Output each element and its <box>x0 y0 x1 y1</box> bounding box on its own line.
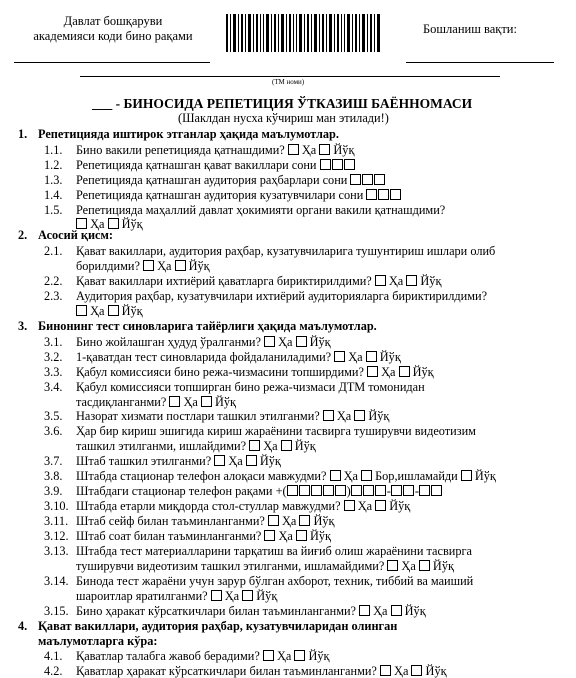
item-text: Қабул комиссияси бино режа-чизмасини топширдими? <box>76 365 364 379</box>
item-text: Штабда тест материалларини тарқатиш ва йиғиб олиш жараёнини тасвирга <box>76 544 473 558</box>
item-3-14-cont <box>76 590 277 603</box>
no-label: Йўқ <box>330 143 355 157</box>
start-time-label: Бошланиш вақти: <box>423 22 517 36</box>
code-underline <box>14 62 210 63</box>
no-checkbox[interactable] <box>294 650 305 661</box>
section-2-title: Асосий қисм: <box>38 228 113 242</box>
yes-checkbox[interactable] <box>268 515 279 526</box>
no-checkbox[interactable] <box>299 515 310 526</box>
no-label: Йўқ <box>118 304 143 318</box>
no-label: Йўқ <box>253 589 278 603</box>
yes-label: Ҳа <box>273 649 295 663</box>
no-label: Йўқ <box>306 529 332 543</box>
item-3-9 <box>76 485 443 498</box>
no-checkbox[interactable] <box>296 336 307 347</box>
yes-checkbox[interactable] <box>169 396 180 407</box>
item-2-1 <box>76 245 495 258</box>
item-text: Қаватлар талабга жавоб берадими? <box>76 649 260 663</box>
item-number: 4.1. <box>44 649 63 663</box>
item-text: Ҳар бир кириш эшигида кириш жараёнини тасвирга туширувчи видеотизим <box>76 424 476 438</box>
section-4-title: Қават вакиллари, аудитория раҳбар, кузатувчиларидан олинган <box>38 619 398 633</box>
phone-digit-box[interactable] <box>375 485 386 496</box>
count-digit-box[interactable] <box>378 189 389 200</box>
no-label: Йўқ <box>429 559 454 573</box>
item-2-3 <box>76 290 487 303</box>
item-3-6-cont <box>76 440 316 453</box>
yes-label: Ҳа <box>180 395 201 409</box>
yes-label: Ҳа <box>87 304 108 318</box>
count-digit-box[interactable] <box>374 174 385 185</box>
no-label: Йўқ <box>256 454 281 468</box>
item-number: 3.11. <box>44 514 69 528</box>
yes-checkbox[interactable] <box>323 410 334 421</box>
item-text: Штаб сейф билан таъминланганми? <box>76 514 265 528</box>
item-1-5 <box>76 204 445 217</box>
item-number: 4.2. <box>44 664 63 678</box>
yes-checkbox[interactable] <box>263 650 274 661</box>
yes-label: Ҳа <box>378 365 399 379</box>
phone-number-boxes <box>351 484 443 498</box>
item-text-cont: ташкил этилганми, ишлайдими? <box>76 439 247 453</box>
count-digit-box[interactable] <box>390 189 401 200</box>
item-text-cont: шароитлар яратилганми? <box>76 589 208 603</box>
no-label: Йўқ <box>305 649 330 663</box>
no-checkbox[interactable] <box>319 144 330 155</box>
count-digit-box[interactable] <box>350 174 361 185</box>
phone-digit-box[interactable] <box>311 485 322 496</box>
item-text: Репетицияда қатнашган аудитория раҳбарлари сони <box>76 173 348 187</box>
yes-checkbox[interactable] <box>211 590 222 601</box>
yes-checkbox[interactable] <box>264 530 275 541</box>
yes-checkbox[interactable] <box>367 366 378 377</box>
no-label: Йўқ <box>291 439 316 453</box>
item-4-1 <box>76 650 329 663</box>
no-checkbox[interactable] <box>366 351 377 362</box>
item-text: Штаб соат билан таъминланганми? <box>76 529 262 543</box>
count-digit-box[interactable] <box>332 159 343 170</box>
item-3-1 <box>76 336 331 349</box>
yes-label: Ҳа <box>87 217 108 231</box>
phone-digit-box[interactable] <box>391 485 402 496</box>
item-number: 3.3. <box>44 365 63 379</box>
item-number: 1.1. <box>44 143 63 157</box>
item-number: 2.3. <box>44 289 63 303</box>
no-checkbox[interactable] <box>108 305 119 316</box>
no-checkbox[interactable] <box>461 470 472 481</box>
item-text-cont: туширувчи видеотизим ташкил этилганми, ишламайдими? <box>76 559 385 573</box>
no-checkbox[interactable] <box>296 530 307 541</box>
yes-checkbox[interactable] <box>359 605 370 616</box>
item-3-15 <box>76 605 426 618</box>
no-checkbox[interactable] <box>411 665 422 676</box>
yes-checkbox[interactable] <box>344 500 355 511</box>
no-label: Йўқ <box>417 274 442 288</box>
item-text: Репетицияда қатнашган аудитория кузатувчилари сони <box>76 188 364 202</box>
item-number: 3.13. <box>44 544 69 558</box>
item-number: 2.2. <box>44 274 63 288</box>
item-number: 1.5. <box>44 203 63 217</box>
item-text: Назорат хизмати постлари ташкил этилганми? <box>76 409 320 423</box>
item-3-10 <box>76 500 410 513</box>
phone-digit-box[interactable] <box>287 485 298 496</box>
yes-label: Ҳа <box>275 529 296 543</box>
yes-checkbox[interactable] <box>334 351 345 362</box>
item-3-4 <box>76 381 425 394</box>
phone-dash: - <box>414 484 419 498</box>
no-label: Йўқ <box>118 217 143 231</box>
extra-label: Бор,ишламайди <box>372 469 461 483</box>
yes-label: Ҳа <box>154 259 175 273</box>
works-not-checkbox[interactable] <box>361 470 372 481</box>
phone-digit-box[interactable] <box>351 485 362 496</box>
yes-label: Ҳа <box>370 604 391 618</box>
phone-digit-box[interactable] <box>419 485 430 496</box>
item-1-2 <box>76 159 356 172</box>
yes-label: Ҳа <box>260 439 281 453</box>
section-number: 3. <box>18 319 28 333</box>
item-2-1-cont <box>76 260 210 273</box>
count-digit-box[interactable] <box>366 189 377 200</box>
yes-checkbox[interactable] <box>288 144 299 155</box>
item-text: Бино ҳаракат кўрсаткичлари билан таъминланганми? <box>76 604 357 618</box>
no-label: Йўқ <box>211 395 236 409</box>
item-number: 3.14. <box>44 574 69 588</box>
item-number: 3.7. <box>44 454 63 468</box>
code-label-line1: Давлат бошқаруви <box>63 14 163 28</box>
item-3-13-cont <box>76 560 454 573</box>
item-text: Қават вакиллари ихтиёрий қаватларга бириктирилдими? <box>76 274 372 288</box>
item-3-11 <box>76 515 335 528</box>
yes-checkbox[interactable] <box>76 305 87 316</box>
yes-label: Ҳа <box>278 514 300 528</box>
item-3-14 <box>76 575 473 588</box>
no-label: Йўқ <box>185 259 210 273</box>
item-3-3 <box>76 366 434 379</box>
no-checkbox[interactable] <box>399 366 410 377</box>
item-3-12 <box>76 530 331 543</box>
count-digit-box[interactable] <box>362 174 373 185</box>
section-number: 2. <box>18 228 28 242</box>
title-main: - БИНОСИДА РЕПЕТИЦИЯ ЎТКАЗИШ БАЁННОМАСИ <box>115 96 473 111</box>
item-3-6 <box>76 425 476 438</box>
start-time-underline <box>406 62 554 63</box>
item-number: 3.9. <box>44 484 63 498</box>
item-4-2 <box>76 665 447 678</box>
item-number: 3.2. <box>44 350 63 364</box>
yes-checkbox[interactable] <box>249 440 260 451</box>
no-checkbox[interactable] <box>391 605 402 616</box>
document-subtitle: (Шаклдан нусха кўчириш ман этилади!) <box>178 111 389 125</box>
yes-label: Ҳа <box>275 335 296 349</box>
phone-dash: - <box>386 484 391 498</box>
title-blank: ___ <box>92 96 113 111</box>
item-3-7 <box>76 455 281 468</box>
item-text: Штабда етарли миқдорда стол-стуллар мавжудми? <box>76 499 341 513</box>
no-label: Йўқ <box>386 499 411 513</box>
tm-name-label: (ТМ номи) <box>272 78 305 86</box>
no-checkbox[interactable] <box>406 275 417 286</box>
phone-bracket: ) <box>346 484 351 498</box>
yes-checkbox[interactable] <box>143 260 154 271</box>
item-text: Репетицияда қатнашган қават вакиллари сони <box>76 158 317 172</box>
item-number: 3.12. <box>44 529 69 543</box>
item-3-2 <box>76 351 401 364</box>
phone-digit-box[interactable] <box>431 485 442 496</box>
item-text: Бино вакили репетицияда қатнашдими? <box>76 143 285 157</box>
item-text: Қабул комиссияси топширган бино режа-чизмаси ДТМ томонидан <box>76 380 425 394</box>
item-text: Штабдаги стационар телефон рақами +( <box>76 484 287 498</box>
item-text: Репетицияда маҳаллий давлат ҳокимияти органи вакили қатнашдими? <box>76 203 446 217</box>
item-number: 1.4. <box>44 188 63 202</box>
yes-label: Ҳа <box>345 350 366 364</box>
no-checkbox[interactable] <box>242 590 253 601</box>
section-3-title: Бинонинг тест синовларига тайёрлиги ҳақида маълумотлар. <box>38 319 377 333</box>
section-4-title-cont: маълумотларга кўра: <box>38 634 158 648</box>
yes-label: Ҳа <box>340 469 362 483</box>
code-label-line2: академияси коди бино рақами <box>33 29 193 43</box>
no-checkbox[interactable] <box>175 260 186 271</box>
building-code-label <box>14 14 212 44</box>
no-label: Йўқ <box>422 664 447 678</box>
phone-digit-box[interactable] <box>335 485 346 496</box>
no-checkbox[interactable] <box>201 396 212 407</box>
item-number: 1.3. <box>44 173 63 187</box>
yes-checkbox[interactable] <box>387 560 398 571</box>
no-checkbox[interactable] <box>281 440 292 451</box>
item-1-1 <box>76 144 354 157</box>
item-text: Бинода тест жараёни учун зарур бўлган ахборот, техник, тиббий ва маиший <box>76 574 474 588</box>
phone-digit-box[interactable] <box>363 485 374 496</box>
yes-checkbox[interactable] <box>214 455 225 466</box>
section-number: 1. <box>18 127 28 141</box>
item-text: Бино жойлашган ҳудуд ўралганми? <box>76 335 261 349</box>
no-label: Йўқ <box>310 514 335 528</box>
item-text: Аудитория раҳбар, кузатувчилари ихтиёрий аудиторияларга бириктирилдими? <box>76 289 488 303</box>
count-boxes <box>317 158 356 172</box>
section-1-title: Репетицияда иштирок этганлар ҳақида маълумотлар. <box>38 127 339 141</box>
item-text: Қаватлар ҳаракат кўрсаткичлари билан таъминланганми? <box>76 664 377 678</box>
item-number: 2.1. <box>44 244 63 258</box>
yes-checkbox[interactable] <box>330 470 341 481</box>
phone-area-code-boxes <box>287 484 347 498</box>
no-checkbox[interactable] <box>375 500 386 511</box>
yes-label: Ҳа <box>385 274 407 288</box>
item-number: 3.15. <box>44 604 69 618</box>
no-label: Йўқ <box>401 604 426 618</box>
item-2-2 <box>76 275 441 288</box>
no-label: Йўқ <box>376 350 401 364</box>
item-number: 3.8. <box>44 469 63 483</box>
count-boxes <box>363 188 402 202</box>
item-3-13 <box>76 545 472 558</box>
phone-digit-box[interactable] <box>403 485 414 496</box>
yes-label: Ҳа <box>398 559 419 573</box>
item-number: 3.1. <box>44 335 63 349</box>
item-text: Штаб ташкил этилганми? <box>76 454 212 468</box>
barcode <box>226 14 382 54</box>
yes-checkbox[interactable] <box>380 665 391 676</box>
item-number: 3.4. <box>44 380 63 394</box>
count-digit-box[interactable] <box>320 159 331 170</box>
phone-digit-box[interactable] <box>323 485 334 496</box>
no-checkbox[interactable] <box>419 560 430 571</box>
yes-checkbox[interactable] <box>375 275 386 286</box>
no-checkbox[interactable] <box>246 455 257 466</box>
no-label: Йўқ <box>409 365 434 379</box>
item-3-5 <box>76 410 389 423</box>
item-number: 1.2. <box>44 158 63 172</box>
yes-label: Ҳа <box>225 454 246 468</box>
no-label: Йўқ <box>471 469 496 483</box>
tm-name-line <box>80 76 500 77</box>
yes-label: Ҳа <box>354 499 376 513</box>
item-1-4 <box>76 189 402 202</box>
document-title <box>92 96 472 112</box>
phone-digit-box[interactable] <box>299 485 310 496</box>
item-text: Қават вакиллари, аудитория раҳбар, кузатувчиларига тушунтириш ишлари олиб <box>76 244 496 258</box>
item-1-3 <box>76 174 386 187</box>
item-3-4-cont <box>76 396 236 409</box>
item-number: 3.5. <box>44 409 63 423</box>
yes-label: Ҳа <box>390 664 412 678</box>
item-text: Штабда стационар телефон алоқаси мавжудми? <box>76 469 327 483</box>
item-number: 3.10. <box>44 499 69 513</box>
section-number: 4. <box>18 619 28 633</box>
count-digit-box[interactable] <box>344 159 355 170</box>
item-text-cont: тасдиқланганми? <box>76 395 167 409</box>
item-3-8 <box>76 470 496 483</box>
yes-label: Ҳа <box>333 409 355 423</box>
yes-label: Ҳа <box>221 589 243 603</box>
no-checkbox[interactable] <box>354 410 365 421</box>
item-text: 1-қаватдан тест синовларида фойдаланиладими? <box>76 350 332 364</box>
item-2-3-answer <box>76 305 143 318</box>
no-label: Йўқ <box>365 409 390 423</box>
item-number: 3.6. <box>44 424 63 438</box>
count-boxes <box>347 173 386 187</box>
yes-checkbox[interactable] <box>264 336 275 347</box>
yes-label: Ҳа <box>298 143 320 157</box>
item-text-cont: борилдими? <box>76 259 140 273</box>
no-label: Йўқ <box>306 335 331 349</box>
